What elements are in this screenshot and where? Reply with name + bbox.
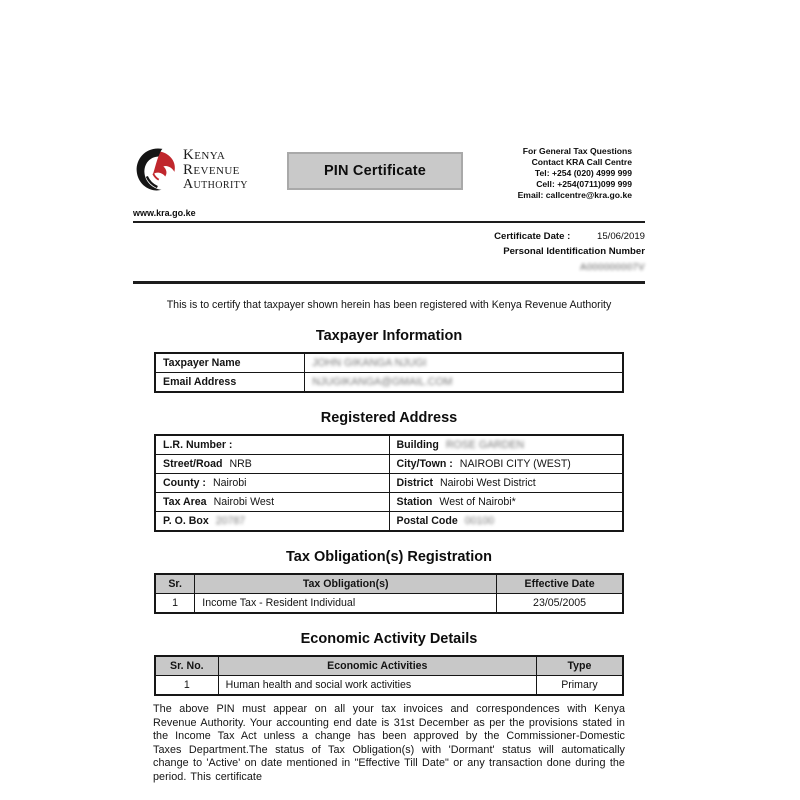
cell-value-redacted: 00100 (464, 515, 495, 527)
column-header: Effective Date (497, 574, 623, 594)
cell-label: Street/Road (163, 458, 223, 470)
table-header-row (155, 574, 623, 594)
certify-statement: This is to certify that taxpayer shown herein has been registered with Kenya Revenue Authority (166, 299, 612, 311)
cell-obligation: Income Tax - Resident Individual (195, 594, 497, 614)
column-header: Sr. (155, 574, 195, 594)
section-title-economic-activity: Economic Activity Details (300, 631, 478, 647)
cell-value: West of Nairobi* (439, 496, 516, 508)
meta-rule (133, 281, 645, 284)
cell-value-redacted: 20787 (215, 515, 246, 527)
contact-line: Email: callcentre@kra.go.ke (517, 190, 632, 200)
registered-address-table (154, 434, 624, 532)
pin-certificate-document (133, 146, 645, 785)
cell-label: P. O. Box (163, 515, 209, 527)
org-name-line2: Authority (183, 177, 248, 193)
table-row (155, 353, 623, 373)
tax-obligations-table (154, 573, 624, 614)
cell-value: NAIROBI CITY (WEST) (459, 458, 571, 470)
pin-label: Personal Identification Number (503, 246, 645, 257)
table-row (155, 474, 623, 493)
column-header: Sr. No. (155, 656, 218, 676)
contact-line: Contact KRA Call Centre (531, 157, 632, 167)
taxpayer-info-table (154, 352, 624, 393)
cell-activity: Human health and social work activities (218, 676, 536, 696)
economic-activity-table (154, 655, 624, 696)
contact-info (474, 146, 645, 201)
cell-label: Tax Area (163, 496, 207, 508)
certificate-date-label: Certificate Date : (494, 231, 571, 242)
document-header (133, 146, 645, 201)
cell-sr-no: 1 (155, 676, 218, 696)
doc-title-box (287, 152, 463, 190)
table-row (155, 373, 623, 393)
cell-label: City/Town : (396, 458, 453, 470)
org-name (183, 148, 283, 193)
cell-label: Email Address (155, 373, 305, 393)
org-name-line1: Kenya Revenue (183, 146, 240, 178)
cell-sr: 1 (155, 594, 195, 614)
cell-value: Nairobi (212, 477, 247, 489)
table-row (155, 676, 623, 696)
footer-note: The above PIN must appear on all your tax invoices and correspondences with Kenya Revenue Authority. Your accounting end date is 31st December as per the provisions stated in the Income Tax Act unless a change has been approved by the Commissioner-Domestic Taxes Department.The status of Tax Obligation(s) with 'Dormant' status will automatically change to 'Active' on date mentioned in "Effective Till Date" or any transaction done during the period. This certificate (153, 703, 625, 783)
kra-logo (133, 146, 283, 194)
cell-label: Station (396, 496, 433, 508)
cell-label: County : (163, 477, 206, 489)
cell-value-redacted: ROSE GARDEN (445, 439, 525, 451)
cell-effective-date: 23/05/2005 (497, 594, 623, 614)
section-title-registered-address: Registered Address (320, 410, 458, 426)
contact-line: For General Tax Questions (522, 146, 632, 156)
table-header-row (155, 656, 623, 676)
cell-value-redacted: JOHN GIKANGA NJUGI (312, 357, 427, 369)
cell-value: NRB (229, 458, 252, 470)
cell-value: Nairobi West (213, 496, 275, 508)
cell-label: Postal Code (396, 515, 458, 527)
kra-lion-icon (133, 146, 179, 194)
table-row (155, 455, 623, 474)
section-title-taxpayer-information: Taxpayer Information (315, 328, 463, 344)
doc-title: PIN Certificate (323, 163, 427, 179)
table-row (155, 594, 623, 614)
column-header: Economic Activities (218, 656, 536, 676)
cell-label: Building (396, 439, 439, 451)
section-title-tax-obligations: Tax Obligation(s) Registration (286, 549, 492, 565)
cell-label: L.R. Number : (163, 439, 233, 451)
cell-type: Primary (536, 676, 623, 696)
cell-value: Nairobi West District (440, 477, 536, 489)
pin-value-redacted: A000000007V (580, 261, 645, 272)
cell-value-redacted: NJUGIKANGA@GMAIL.COM (312, 376, 453, 388)
certificate-date-value: 15/06/2019 (596, 231, 645, 242)
table-row (155, 493, 623, 512)
cell-label: Taxpayer Name (155, 353, 305, 373)
contact-line: Cell: +254(0711)099 999 (536, 179, 632, 189)
column-header: Type (536, 656, 623, 676)
cell-label: District (396, 477, 433, 489)
column-header: Tax Obligation(s) (195, 574, 497, 594)
contact-line: Tel: +254 (020) 4999 999 (534, 168, 632, 178)
website-text: www.kra.go.ke (133, 208, 196, 218)
header-rule (133, 221, 645, 223)
table-row (155, 435, 623, 455)
certificate-meta (133, 229, 645, 274)
table-row (155, 512, 623, 532)
